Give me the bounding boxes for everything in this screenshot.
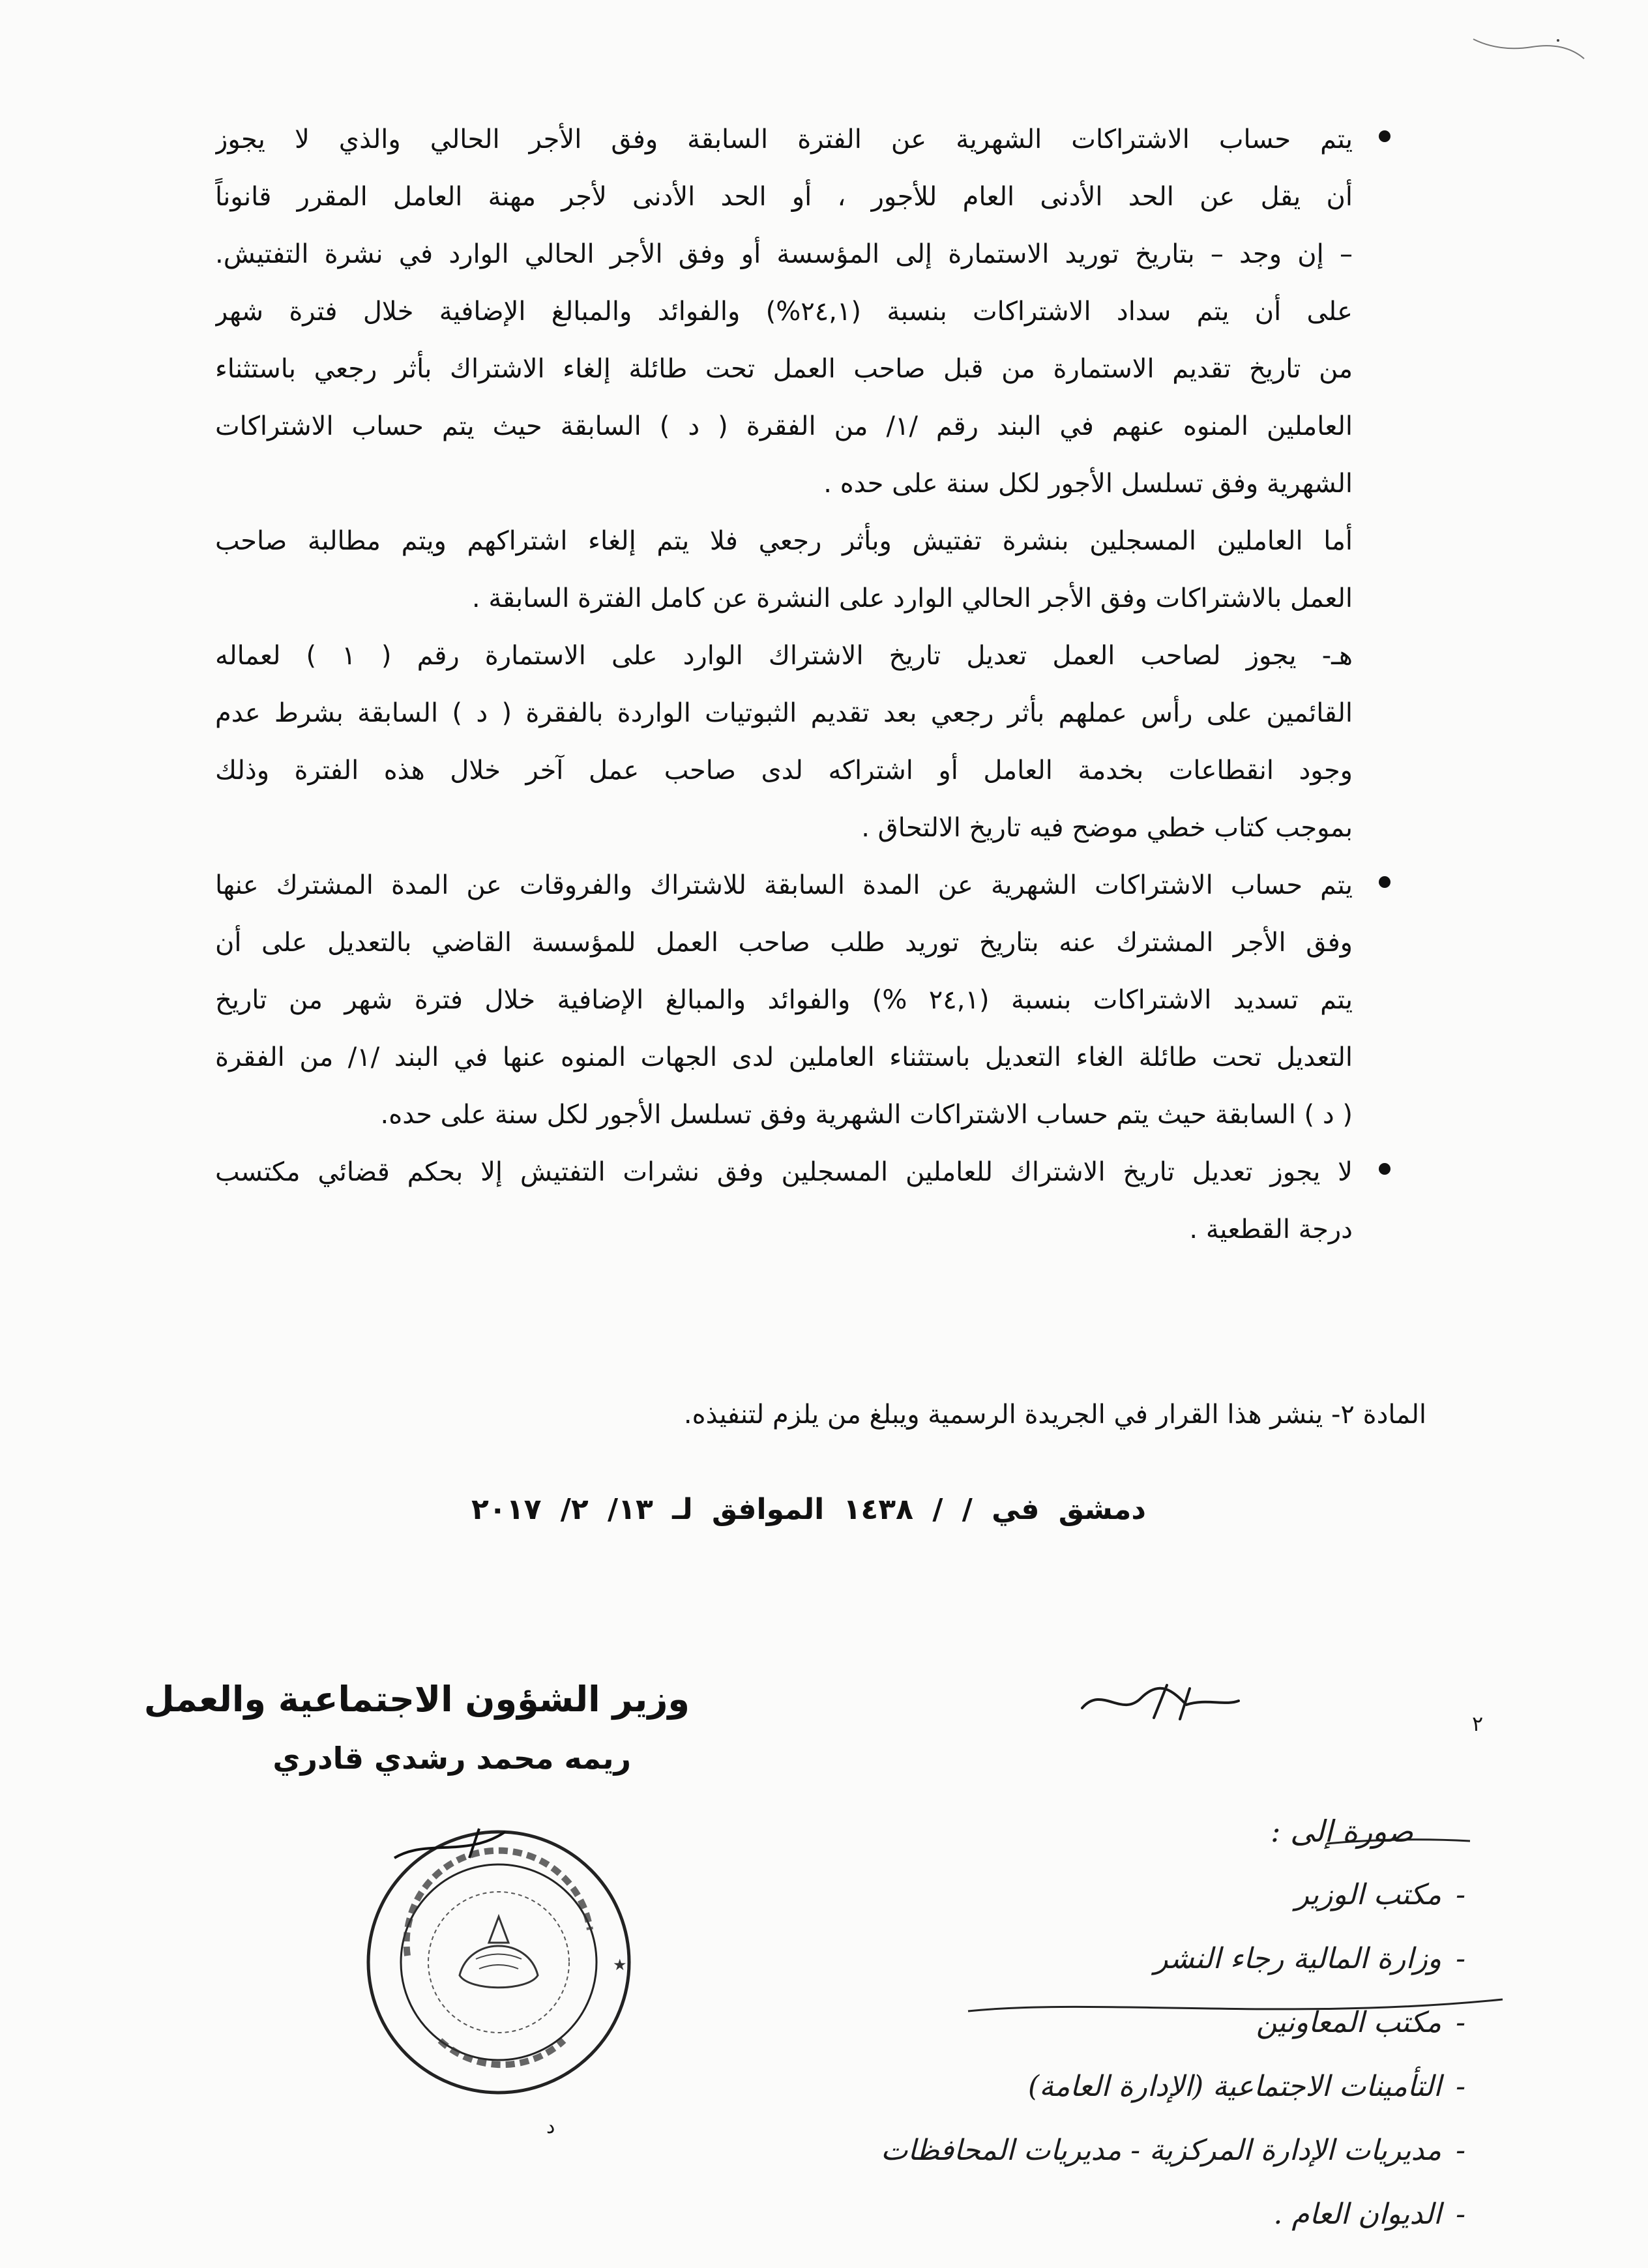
copy-item-label: التأمينات الاجتماعية (الإدارة العامة): [1027, 2070, 1442, 2103]
text-line: أما العاملين المسجلين بنشرة تفتيش وبأثر رجعي فلا يتم إلغاء اشتراكهم ويتم مطالبة صاحب: [215, 526, 1353, 556]
signature-icon: [1076, 1672, 1245, 1731]
page-number: ٢: [1472, 1711, 1484, 1736]
text-line: على أن يتم سداد الاشتراكات بنسبة (٢٤,١%) والفوائد والمبالغ الإضافية خلال فترة شهر: [215, 297, 1353, 327]
text-line: لا يجوز تعديل تاريخ الاشتراك للعاملين المسجلين وفق نشرات التفتيش إلا بحكم قضائي مكتسب: [215, 1157, 1353, 1187]
copies-heading: صورة إلى :: [1270, 1814, 1413, 1849]
official-seal-icon: [355, 1819, 642, 2106]
text-line: يتم حساب الاشتراكات الشهرية عن الفترة السابقة وفق الأجر الحالي والذي لا يجوز: [215, 125, 1353, 155]
text-line: – إن وجد – بتاريخ توريد الاستمارة إلى المؤسسة أو وفق الأجر الحالي الوارد في نشرة التفتيش.: [215, 239, 1353, 269]
paragraph-1: [215, 111, 1353, 512]
copy-item: -مكتب الوزير: [1295, 1878, 1465, 1911]
bullet-icon: [1379, 876, 1390, 888]
text-line: التعديل تحت طائلة الغاء التعديل باستثناء العاملين لدى الجهات المنوه عنها في البند /١/ من الفقرة: [215, 1042, 1353, 1072]
scan-artifact: [1460, 33, 1591, 72]
text-line: يتم تسديد الاشتراكات بنسبة (٢٤,١ %) والفوائد والمبالغ الإضافية خلال فترة شهر من تاريخ: [215, 985, 1353, 1015]
text-line: هـ- يجوز لصاحب العمل تعديل تاريخ الاشتراك الوارد على الاستمارة رقم ( ١ ) لعماله: [215, 641, 1353, 671]
paragraph-3: [215, 627, 1353, 857]
text-line: ( د ) السابقة حيث يتم حساب الاشتراكات الشهرية وفق تسلسل الأجور لكل سنة على حده.: [380, 1100, 1353, 1130]
copy-item-label: وزارة المالية رجاء النشر: [1154, 1942, 1442, 1975]
text-line: وجود انقطاعات بخدمة العامل أو اشتراكه لدى صاحب عمل آخر خلال هذه الفترة وذلك: [215, 756, 1353, 786]
copy-item-label: مكتب الوزير: [1295, 1878, 1442, 1911]
paragraph-2: [215, 512, 1353, 627]
copy-item: -مديريات الإدارة المركزية - مديريات المحافظات: [881, 2134, 1465, 2167]
svg-text:★: ★: [613, 1956, 627, 1974]
text-line: يتم حساب الاشتراكات الشهرية عن المدة السابقة للاشتراك والفروقات عن المدة المشترك عنها: [215, 870, 1353, 900]
copy-item: -مكتب المعاونين: [1256, 2006, 1465, 2039]
paragraph-4: [215, 857, 1353, 1143]
copy-item-label: الديوان العام .: [1273, 2198, 1442, 2231]
paragraph-5: [215, 1143, 1353, 1258]
text-line: أن يقل عن الحد الأدنى العام للأجور ، أو الحد الأدنى لأجر مهنة العامل المقرر قانوناً: [215, 182, 1353, 212]
text-line: درجة القطعية .: [1189, 1215, 1353, 1244]
bullet-icon: [1379, 130, 1390, 142]
text-line: العاملين المنوه عنهم في البند رقم /١/ من الفقرة ( د ) السابقة حيث يتم حساب الاشتراكات: [215, 411, 1353, 441]
bullet-icon: [1379, 1163, 1390, 1175]
text-line: القائمين على رأس عملهم بأثر رجعي بعد تقديم الثبوتيات الواردة بالفقرة ( د ) السابقة بشرط عدم: [215, 698, 1353, 728]
minister-title: وزير الشؤون الاجتماعية والعمل: [143, 1679, 690, 1720]
copy-item: -الديوان العام .: [1273, 2198, 1465, 2231]
handwritten-underline: [965, 1985, 1506, 2024]
copy-item: -وزارة المالية رجاء النشر: [1154, 1942, 1465, 1975]
copy-item-label: مديريات الإدارة المركزية - مديريات المحافظات: [881, 2134, 1442, 2167]
copy-item: -التأمينات الاجتماعية (الإدارة العامة): [1027, 2070, 1465, 2103]
copy-item-label: مكتب المعاونين: [1256, 2006, 1442, 2039]
date-line: دمشق في / / ١٤٣٨ الموافق لـ ١٣/ ٢/ ٢٠١٧: [471, 1493, 1146, 1526]
text-line: العمل بالاشتراكات وفق الأجر الحالي الوارد على النشرة عن كامل الفترة السابقة .: [471, 583, 1353, 613]
text-line: بموجب كتاب خطي موضح فيه تاريخ الالتحاق .: [861, 813, 1353, 843]
body-text: [215, 111, 1353, 1258]
text-line: من تاريخ تقديم الاستمارة من قبل صاحب العمل تحت طائلة إلغاء الاشتراك بأثر رجعي باستثناء: [215, 354, 1353, 384]
text-line: وفق الأجر المشترك عنه بتاريخ توريد طلب صاحب العمل للمؤسسة القاضي بالتعديل على أن: [215, 928, 1353, 958]
minister-name: ريمه محمد رشدي قادري: [272, 1741, 631, 1776]
article-2: المادة ٢- ينشر هذا القرار في الجريدة الرسمية ويبلغ من يلزم لتنفيذه.: [683, 1400, 1426, 1430]
corner-mark: د: [546, 2115, 555, 2138]
text-line: الشهرية وفق تسلسل الأجور لكل سنة على حده .: [823, 469, 1353, 499]
